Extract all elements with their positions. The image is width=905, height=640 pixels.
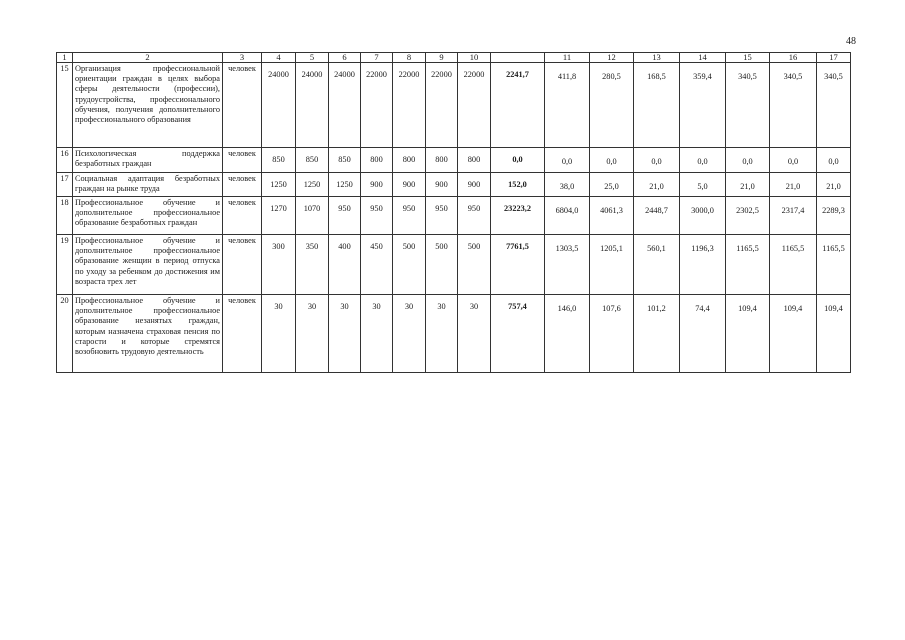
value-cell: 560,1: [634, 235, 680, 295]
header-cell: 6: [329, 53, 361, 63]
value-cell: 359,4: [680, 63, 726, 148]
header-cell: 2: [73, 53, 223, 63]
value-cell: 350: [296, 235, 329, 295]
value-cell: 500: [426, 235, 458, 295]
header-cell: 15: [726, 53, 770, 63]
value-cell: 340,5: [817, 63, 851, 148]
value-cell: 800: [361, 148, 393, 173]
value-cell: 21,0: [726, 173, 770, 197]
row-name: Профессиональное обучение и дополнительное профессиональное образование женщин в период отпуска по уходу за ребенком до достижения им возраста трех лет: [73, 235, 223, 295]
row-index: 20: [57, 295, 73, 373]
value-cell: 900: [426, 173, 458, 197]
header-cell: 9: [426, 53, 458, 63]
table-row: [57, 173, 851, 197]
value-cell: 30: [262, 295, 296, 373]
value-cell: 0,0: [491, 148, 545, 173]
value-cell: 74,4: [680, 295, 726, 373]
value-cell: 152,0: [491, 173, 545, 197]
value-cell: 22000: [393, 63, 426, 148]
table-row: [57, 235, 851, 295]
value-cell: 22000: [361, 63, 393, 148]
value-cell: 400: [329, 235, 361, 295]
value-cell: 411,8: [545, 63, 590, 148]
value-cell: 168,5: [634, 63, 680, 148]
value-cell: 24000: [296, 63, 329, 148]
row-name: Организация профессиональной ориентации граждан в целях выбора сферы деятельности (профессии), трудоустройства, профессионального обучения, получения дополнительного профессионального образования: [73, 63, 223, 148]
value-cell: 7761,5: [491, 235, 545, 295]
value-cell: 800: [458, 148, 491, 173]
value-cell: 6804,0: [545, 197, 590, 235]
header-cell: 4: [262, 53, 296, 63]
value-cell: 900: [458, 173, 491, 197]
value-cell: 38,0: [545, 173, 590, 197]
value-cell: 21,0: [634, 173, 680, 197]
row-name: Социальная адаптация безработных граждан на рынке труда: [73, 173, 223, 197]
value-cell: 900: [393, 173, 426, 197]
header-cell: 12: [590, 53, 634, 63]
value-cell: 0,0: [680, 148, 726, 173]
value-cell: 22000: [426, 63, 458, 148]
value-cell: 30: [361, 295, 393, 373]
value-cell: 950: [458, 197, 491, 235]
value-cell: 950: [361, 197, 393, 235]
value-cell: 25,0: [590, 173, 634, 197]
value-cell: 1196,3: [680, 235, 726, 295]
value-cell: 0,0: [817, 148, 851, 173]
value-cell: 146,0: [545, 295, 590, 373]
value-cell: 3000,0: [680, 197, 726, 235]
value-cell: 1205,1: [590, 235, 634, 295]
value-cell: 101,2: [634, 295, 680, 373]
row-index: 19: [57, 235, 73, 295]
value-cell: 30: [296, 295, 329, 373]
value-cell: 900: [361, 173, 393, 197]
header-cell: 16: [770, 53, 817, 63]
table-row: [57, 295, 851, 373]
row-unit: человек: [223, 235, 262, 295]
value-cell: 30: [329, 295, 361, 373]
value-cell: 850: [329, 148, 361, 173]
table-row: [57, 63, 851, 148]
value-cell: 800: [393, 148, 426, 173]
value-cell: 23223,2: [491, 197, 545, 235]
row-unit: человек: [223, 295, 262, 373]
row-unit: человек: [223, 148, 262, 173]
value-cell: 21,0: [770, 173, 817, 197]
value-cell: 2302,5: [726, 197, 770, 235]
value-cell: 109,4: [817, 295, 851, 373]
value-cell: 1250: [329, 173, 361, 197]
value-cell: 1165,5: [817, 235, 851, 295]
table-row: [57, 197, 851, 235]
value-cell: 0,0: [770, 148, 817, 173]
header-cell: 7: [361, 53, 393, 63]
value-cell: 0,0: [726, 148, 770, 173]
value-cell: 22000: [458, 63, 491, 148]
header-cell: 17: [817, 53, 851, 63]
value-cell: 107,6: [590, 295, 634, 373]
value-cell: 0,0: [590, 148, 634, 173]
value-cell: 4061,3: [590, 197, 634, 235]
value-cell: 1270: [262, 197, 296, 235]
header-cell: [491, 53, 545, 63]
header-cell: 13: [634, 53, 680, 63]
value-cell: 800: [426, 148, 458, 173]
value-cell: 30: [393, 295, 426, 373]
row-index: 16: [57, 148, 73, 173]
value-cell: 0,0: [545, 148, 590, 173]
value-cell: 500: [393, 235, 426, 295]
value-cell: 950: [393, 197, 426, 235]
header-cell: 5: [296, 53, 329, 63]
value-cell: 757,4: [491, 295, 545, 373]
value-cell: 850: [296, 148, 329, 173]
value-cell: 450: [361, 235, 393, 295]
value-cell: 2241,7: [491, 63, 545, 148]
value-cell: 24000: [262, 63, 296, 148]
value-cell: 1303,5: [545, 235, 590, 295]
table-row: [57, 148, 851, 173]
header-cell: 8: [393, 53, 426, 63]
row-unit: человек: [223, 197, 262, 235]
value-cell: 2317,4: [770, 197, 817, 235]
value-cell: 1250: [262, 173, 296, 197]
value-cell: 109,4: [770, 295, 817, 373]
value-cell: 21,0: [817, 173, 851, 197]
row-unit: человек: [223, 63, 262, 148]
row-unit: человек: [223, 173, 262, 197]
row-name: Профессиональное обучение и дополнительное профессиональное образование незанятых граждан, которым назначена страховая пенсия по старости и которые стремятся возобновить трудовую деятельность: [73, 295, 223, 373]
value-cell: 0,0: [634, 148, 680, 173]
value-cell: 109,4: [726, 295, 770, 373]
value-cell: 30: [426, 295, 458, 373]
page-number: 48: [846, 36, 856, 47]
header-cell: 11: [545, 53, 590, 63]
header-cell: 10: [458, 53, 491, 63]
header-cell: 1: [57, 53, 73, 63]
value-cell: 2448,7: [634, 197, 680, 235]
row-name: Профессиональное обучение и дополнительное профессиональное образование безработных граждан: [73, 197, 223, 235]
value-cell: 950: [329, 197, 361, 235]
row-index: 15: [57, 63, 73, 148]
value-cell: 850: [262, 148, 296, 173]
value-cell: 1165,5: [770, 235, 817, 295]
value-cell: 500: [458, 235, 491, 295]
row-index: 18: [57, 197, 73, 235]
value-cell: 340,5: [726, 63, 770, 148]
value-cell: 2289,3: [817, 197, 851, 235]
value-cell: 280,5: [590, 63, 634, 148]
value-cell: 5,0: [680, 173, 726, 197]
row-index: 17: [57, 173, 73, 197]
header-cell: 14: [680, 53, 726, 63]
value-cell: 30: [458, 295, 491, 373]
row-name: Психологическая поддержка безработных граждан: [73, 148, 223, 173]
value-cell: 24000: [329, 63, 361, 148]
program-table: [56, 52, 851, 373]
header-row: [57, 53, 851, 63]
value-cell: 1250: [296, 173, 329, 197]
header-cell: 3: [223, 53, 262, 63]
value-cell: 950: [426, 197, 458, 235]
value-cell: 1070: [296, 197, 329, 235]
value-cell: 300: [262, 235, 296, 295]
value-cell: 340,5: [770, 63, 817, 148]
value-cell: 1165,5: [726, 235, 770, 295]
